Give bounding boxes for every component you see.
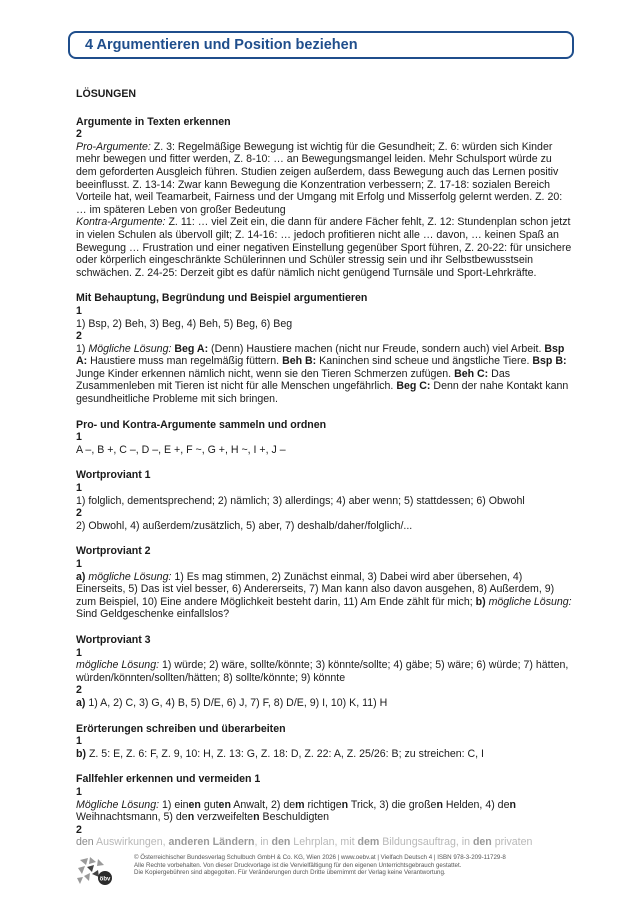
copyright-text xyxy=(134,854,574,877)
page-footer xyxy=(76,854,576,894)
answer-fragment: gut xyxy=(200,798,219,811)
section-fallfehler xyxy=(76,773,572,849)
kontra-text: Z. 11: … viel Zeit ein, die dann für andere Fächer fehlt, Z. 12: Stundenplan schon jetzt in vielen Schulen als übervoll gilt; Z. 14-16: … jedoch profitieren nicht alle … davon, … keinen Spaß an Bewegung … Frustration und einer negativen Einstellung gegenüber Sport führen, Z. 20-22: für unsichere oder körperlich eingeschränkte Schülerinnen und Schüler stressig sein und ihr Selbstbewusstsein schwächen. Z. 24-25: Derzeit gibt es dafür nämlich nicht genügend Turnsäle und Sport-Lehrkräfte. xyxy=(76,216,572,279)
solution-label: mögliche Lösung: xyxy=(485,595,572,608)
bsp-a-label: Bsp A: xyxy=(76,342,565,368)
section-heading: Argumente in Texten erkennen xyxy=(76,115,231,128)
chapter-title: 4 Argumentieren und Position beziehen xyxy=(85,37,358,53)
task-number: 2 xyxy=(76,507,82,520)
solution-label: Mögliche Lösung: xyxy=(76,798,160,811)
beg-c-text: Denn der nahe Kontakt kann gesundheitliche Probleme mit sich bringen. xyxy=(76,380,569,406)
answer-text xyxy=(76,571,572,621)
task-number: 1 xyxy=(76,558,82,570)
answer-text xyxy=(76,748,572,761)
section-wortproviant-2 xyxy=(76,545,572,621)
part-b-text: Z. 5: E, Z. 6: F, Z. 9, 10: H, Z. 13: G, Z. 18: D, Z. 22: A, Z. 25/26: B; zu streichen: C, I xyxy=(86,747,484,760)
part-a-text: 1) Es mag stimmen, 2) Zunächst einmal, 3) Dabei wird aber übersehen, 4) Einerseits, 5) Das ist viel besser, 6) Andererseits, 7) Man kann also davon ausgehen, 8) Außerdem, 9) zum Beispiel, 10) Eine andere Möglichkeit besteht darin, 11) Am Ende zählt für mich; xyxy=(76,570,555,608)
bsp-b-label: Bsp B: xyxy=(532,355,567,368)
part-a-text: 1) A, 2) C, 3) G, 4) B, 5) D/E, 6) J, 7) F, 8) D/E, 9) I, 10) K, 11) H xyxy=(85,696,388,709)
answer-text xyxy=(76,799,572,824)
section-heading: Erörterungen schreiben und überarbeiten xyxy=(76,722,286,735)
ending-highlight: n xyxy=(509,798,516,811)
beh-c-text: Das Zusammenleben mit Tieren ist nicht für alle Menschen ungefährlich. xyxy=(76,367,511,393)
page-title: LÖSUNGEN xyxy=(76,88,137,100)
answer-text: 1) folglich, dementsprechend; 2) nämlich; 3) allerdings; 4) aber wenn; 5) stattdessen; 6) Obwohl xyxy=(76,494,525,507)
solution-label: mögliche Lösung: xyxy=(76,659,160,672)
answer-fragment: verzweifelte xyxy=(194,811,254,824)
answer-text: A –, B +, C –, D –, E +, F ~, G +, H ~, I +, J – xyxy=(76,443,286,456)
pro-arguments xyxy=(76,141,572,217)
beg-a-text: (Denn) Haustiere machen (nicht nur Freude, sondern auch) viel Arbeit. xyxy=(208,342,542,355)
part-b-text: Sind Geldgeschenke einfallslos? xyxy=(76,608,230,621)
ending-highlight: n xyxy=(436,798,443,811)
answer-fragment: Bildungsauftrag, in xyxy=(379,836,473,849)
ending-highlight: n xyxy=(253,811,260,824)
section-heading: Fallfehler erkennen und vermeiden 1 xyxy=(76,773,261,786)
beg-c-label: Beg C: xyxy=(396,380,431,393)
task-number: 1 xyxy=(76,646,82,659)
section-heading: Wortproviant 3 xyxy=(76,633,151,646)
answer-body: 1) würde; 2) wäre, sollte/könnte; 3) könnte/sollte; 4) gäbe; 5) wäre; 6) würde; 7) hätten, würden/könnten/sollten/hätten; 8) sollte/könnte; 9) könnte xyxy=(76,659,569,684)
part-a-label: a) xyxy=(76,696,86,709)
answer-lead: 1) xyxy=(76,342,89,355)
task-number: 1 xyxy=(76,735,82,748)
section-argumente-erkennen xyxy=(76,116,572,280)
beh-c-label: Beh C: xyxy=(454,367,489,380)
task-number: 2 xyxy=(76,128,82,141)
section-pro-kontra-sammeln xyxy=(76,419,572,457)
answer-fragment: Lehrplan, mit xyxy=(290,836,358,849)
kontra-arguments xyxy=(76,216,572,279)
fees-line: Die Kopiergebühren sind abgegolten. Für Veränderungen durch Dritte übernimmt der Verlag keine Verantwortung. xyxy=(134,869,446,877)
section-eroerterungen xyxy=(76,723,572,761)
answer-fragment: richtige xyxy=(304,798,342,811)
chapter-header xyxy=(68,31,574,59)
answer-text-faded xyxy=(76,836,572,849)
pro-text: Z. 3: Regelmäßige Bewegung ist wichtig für die Gesundheit; Z. 6: würden sich Kinder mehr bewegen und fitter werden, Z. 8-10: … an Bewegungsmangel leiden. Mehr Schulsport würde zu dem geforderten Ausgleich führen. Studien zeigen außerdem, dass Bewegung auch das Lernen positiv beeinflusst. Z. 13-14: Zwar kann Bewegung die Konzentration verbessern; Z. 17-18: sozialen Bereich Vorteile hat, weil Teamarbeit, Fairness und der Umgang mit Erfolg und Misserfolg gelernt werden. Z. 20: … im späteren Leben von großer Bedeutung xyxy=(76,140,563,216)
beh-b-label: Beh B: xyxy=(282,355,317,368)
kontra-label: Kontra-Argumente: xyxy=(76,216,166,229)
answer-fragment: Anwalt, 2) de xyxy=(230,798,296,811)
logo-text: öbv xyxy=(99,876,111,883)
section-wortproviant-3 xyxy=(76,634,572,710)
ending-highlight: den xyxy=(472,836,492,849)
ending-highlight: n xyxy=(341,798,349,811)
answer-fragment: 1) ein xyxy=(159,798,189,811)
answer-text: 2) Obwohl, 4) außerdem/zusätzlich, 5) aber, 7) deshalb/daher/folglich/... xyxy=(76,519,413,532)
ending-highlight: n xyxy=(187,811,195,824)
answer-fragment: Helden, 4) de xyxy=(442,798,510,811)
answer-fragment: privaten xyxy=(491,836,533,849)
answer-fragment: , in xyxy=(254,836,272,849)
task-number: 1 xyxy=(76,431,82,444)
section-heading: Pro- und Kontra-Argumente sammeln und ordnen xyxy=(76,418,327,431)
solution-label: Mögliche Lösung: xyxy=(88,342,172,355)
bsp-b-text: Junge Kinder erkennen nämlich nicht, wenn sie den Tieren Schmerzen zufügen. xyxy=(76,367,455,380)
part-b-label: b) xyxy=(475,595,486,608)
ending-highlight: den xyxy=(271,836,291,849)
answer-fragment: Weihnachtsmann, 5) de xyxy=(76,811,188,824)
answer-fragment: Auswirkungen, xyxy=(93,836,169,849)
task-number: 2 xyxy=(76,823,82,836)
solution-label: mögliche Lösung: xyxy=(85,570,172,583)
task-number: 1 xyxy=(76,304,82,317)
answer-fragment: Beschuldigten xyxy=(259,811,330,824)
task-number: 2 xyxy=(76,330,82,343)
answer-text xyxy=(76,343,572,406)
answer-text xyxy=(76,659,572,684)
section-heading: Mit Behauptung, Begründung und Beispiel argumentieren xyxy=(76,292,368,305)
part-a-label: a) xyxy=(76,570,86,583)
beh-b-text: Kaninchen sind scheue und ängstliche Tiere. xyxy=(316,355,530,368)
answer-text: 1) Bsp, 2) Beh, 3) Beg, 4) Beh, 5) Beg, 6) Beg xyxy=(76,317,293,330)
task-number: 1 xyxy=(76,785,82,798)
section-heading: Wortproviant 2 xyxy=(76,545,151,558)
answer-fragment: den xyxy=(76,836,94,849)
ending-highlight: en xyxy=(188,798,201,811)
task-number: 2 xyxy=(76,684,82,697)
task-number: 1 xyxy=(76,482,82,495)
answer-text xyxy=(76,697,572,710)
pro-label: Pro-Argumente: xyxy=(76,140,151,153)
beg-a-label: Beg A: xyxy=(171,342,209,355)
ending-highlight: en xyxy=(218,798,231,811)
oebv-logo-icon xyxy=(76,856,116,886)
bsp-a-text: Haustiere muss man regelmäßig füttern. xyxy=(87,355,283,368)
rights-line: Alle Rechte vorbehalten. Von dieser Druckvorlage ist die Vervielfältigung für den eigenen Unterrichtsgebrauch gestattet. xyxy=(134,861,462,869)
section-heading: Wortproviant 1 xyxy=(76,469,151,482)
answer-fragment: Trick, 3) die große xyxy=(348,798,437,811)
part-b-label: b) xyxy=(76,747,86,760)
ending-highlight: dem xyxy=(357,836,380,849)
section-wortproviant-1 xyxy=(76,469,572,532)
ending-highlight: m xyxy=(295,798,305,811)
section-behauptung-begruendung xyxy=(76,292,572,405)
copyright-line: © Österreichischer Bundesverlag Schulbuch GmbH & Co. KG, Wien 2026 | www.oebv.at | Vielfach Deutsch 4 | ISBN 978-3-209-11729-8 xyxy=(134,854,506,861)
solutions-content xyxy=(76,88,572,849)
ending-highlight: anderen Ländern xyxy=(168,836,255,849)
